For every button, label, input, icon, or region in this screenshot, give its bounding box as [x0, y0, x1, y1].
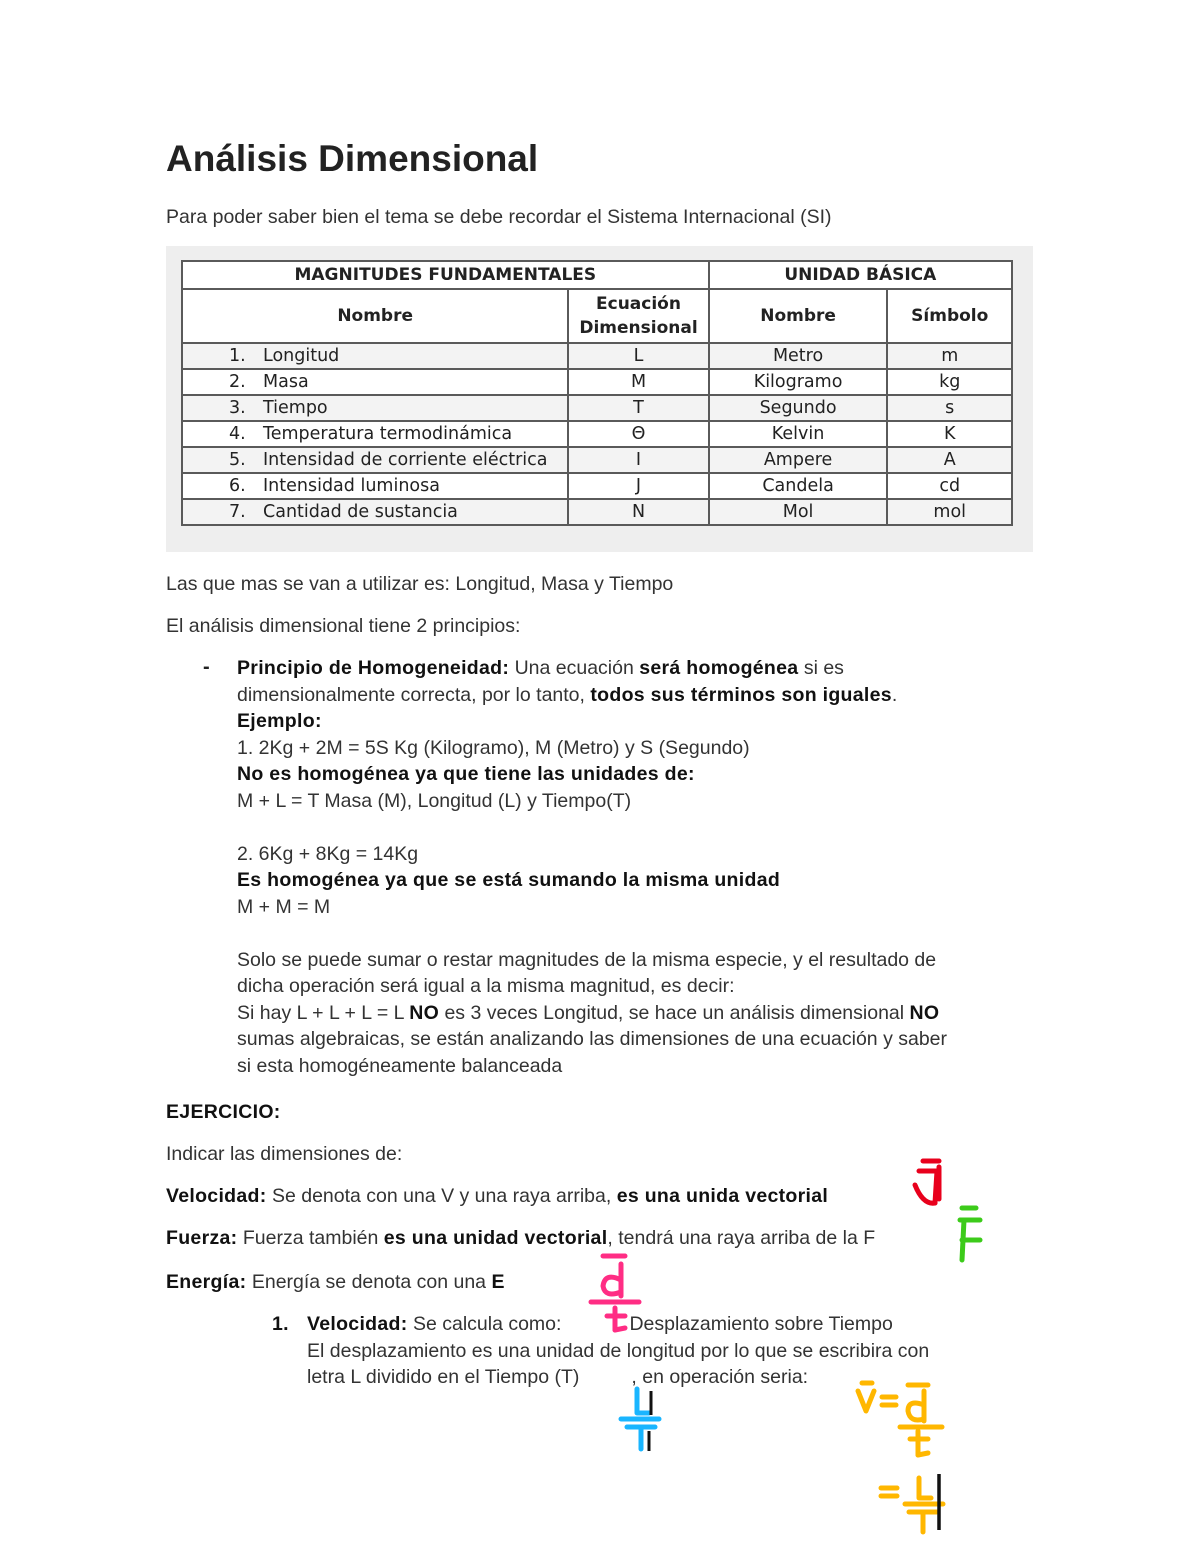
velocity-line: Velocidad: Se denota con una V y una raya arriba, es una unida vectorial	[166, 1185, 829, 1207]
force-line: Fuerza: Fuerza también es una unidad vectorial, tendrá una raya arriba de la F	[166, 1227, 876, 1249]
most-used-text: Las que mas se van a utilizar es: Longitud, Masa y Tiempo	[166, 573, 674, 595]
exercise-prompt: Indicar las dimensiones de:	[166, 1143, 403, 1165]
col-unidad-nombre: Nombre	[709, 289, 888, 343]
principles-intro: El análisis dimensional tiene 2 principios:	[166, 615, 521, 637]
table-row: 2. Masa M Kilogramo kg	[182, 369, 1012, 395]
handwritten-d-over-t	[585, 1250, 645, 1335]
exercise-heading: EJERCICIO:	[166, 1101, 281, 1123]
handwritten-v-vector	[905, 1155, 955, 1210]
handwritten-f-vector	[950, 1200, 990, 1265]
bullet-dash: -	[203, 656, 210, 678]
handwritten-l-over-t	[615, 1385, 665, 1455]
header-unidad: UNIDAD BÁSICA	[709, 261, 1012, 289]
si-table-image	[166, 246, 1033, 552]
table-row: 1. Longitud L Metro m	[182, 343, 1012, 369]
si-table	[181, 260, 1013, 526]
energy-line: Energía: Energía se denota con una E	[166, 1271, 505, 1293]
header-magnitudes: MAGNITUDES FUNDAMENTALES	[182, 261, 709, 289]
principle-block: Principio de Homogeneidad: Una ecuación será homogénea si es dimensionalmente correcta, por lo tanto, todos sus términos son iguales. Ejemplo: 1. 2Kg + 2M = 5S Kg (Kilogramo), M (Metro) y S (Segundo) No es homogénea ya que tiene las unidades de: M + L = T Masa (M), Longitud (L) y Tiempo(T) 2. 6Kg + 8Kg = 14Kg Es homogénea ya que se está sumando la misma unidad M + M = M Solo se puede sumar o restar magnitudes de la misma especie, y el resultado de dicha operación será igual a la misma magnitud, es decir: Si hay L + L + L = L NO es 3 veces Longitud, se hace un análisis dimensional NO sumas algebraicas, se están analizando las dimensiones de una ecuación y saber si esta homogéneamente balanceada	[237, 657, 948, 1077]
col-ecuacion: Ecuación Dimensional	[568, 289, 708, 343]
table-row: 6. Intensidad luminosa J Candela cd	[182, 473, 1012, 499]
item-number: 1.	[272, 1313, 289, 1335]
example-1: 1. 2Kg + 2M = 5S Kg (Kilogramo), M (Metro) y S (Segundo)	[237, 736, 750, 759]
example-label: Ejemplo:	[237, 710, 322, 732]
page-title: Análisis Dimensional	[166, 138, 539, 179]
handwritten-equals-l-over-t	[875, 1470, 950, 1540]
table-row: 4. Temperatura termodinámica Θ Kelvin K	[182, 421, 1012, 447]
table-row: 3. Tiempo T Segundo s	[182, 395, 1012, 421]
table-row: 5. Intensidad de corriente eléctrica I Ampere A	[182, 447, 1012, 473]
velocity-item: Velocidad: Se calcula como: Desplazamiento sobre Tiempo El desplazamiento es una unidad de longitud por lo que se escribira con letra L dividido en el Tiempo (T) , en operación seria:	[307, 1313, 930, 1388]
col-nombre: Nombre	[182, 289, 568, 343]
example-2: 2. 6Kg + 8Kg = 14Kg	[237, 842, 419, 865]
handwritten-v-equals-d-over-t	[850, 1375, 950, 1465]
col-simbolo: Símbolo	[887, 289, 1012, 343]
intro-text: Para poder saber bien el tema se debe recordar el Sistema Internacional (SI)	[166, 206, 832, 228]
table-row: 7. Cantidad de sustancia N Mol mol	[182, 499, 1012, 525]
